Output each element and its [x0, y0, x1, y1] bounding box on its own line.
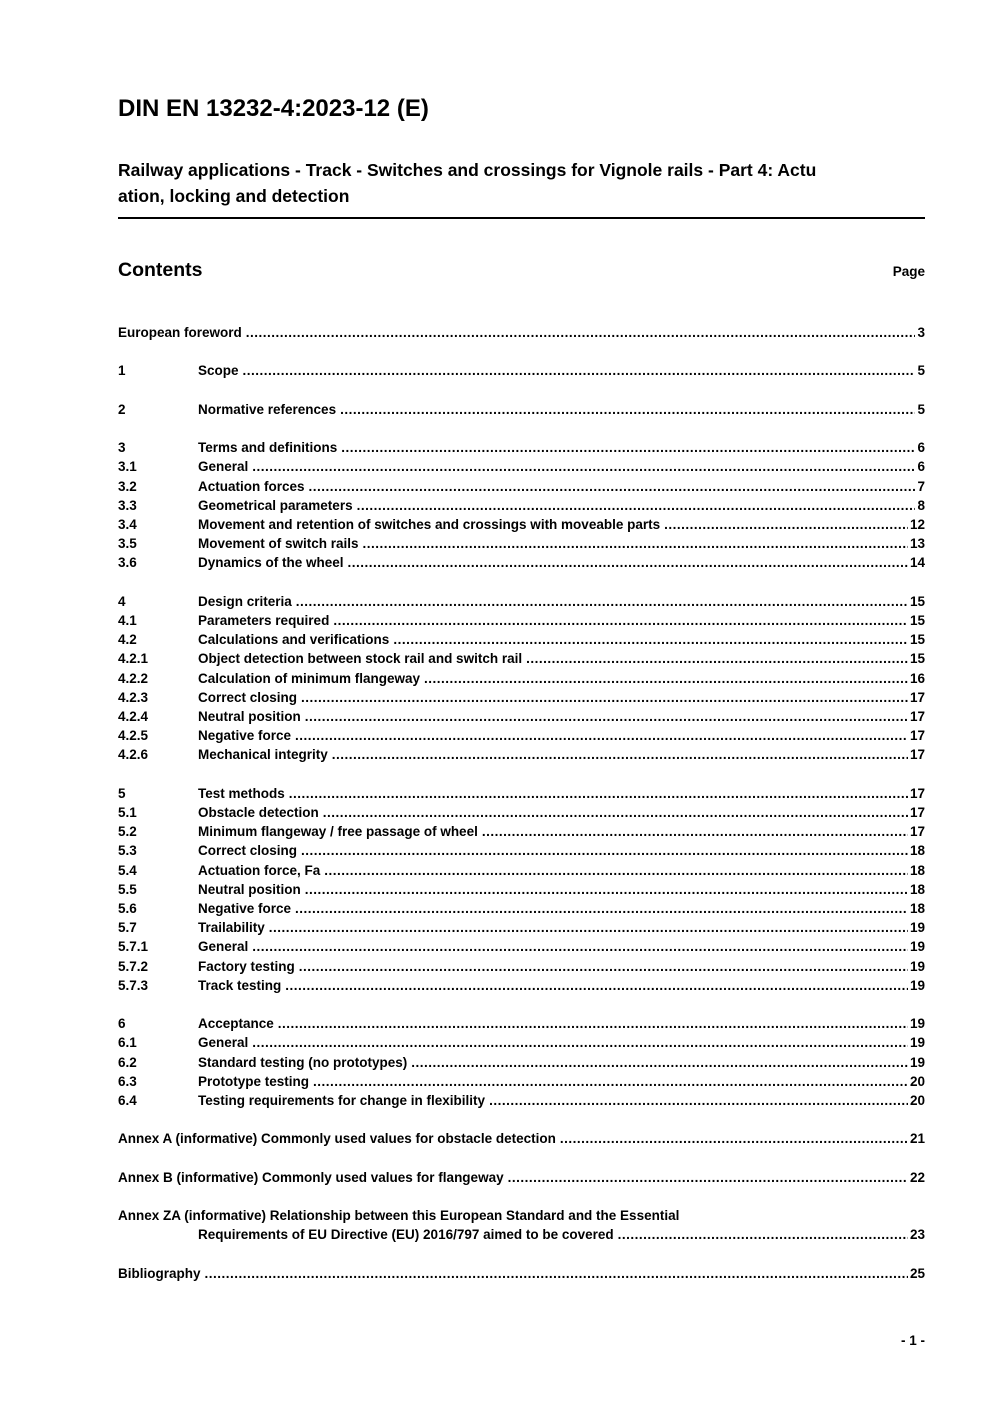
footer-page-number: - 1 -: [900, 1333, 925, 1348]
toc-entry-title: Track testing: [198, 977, 282, 993]
toc-entry: [118, 745, 925, 764]
toc-group-gap: [118, 995, 925, 1014]
toc-group-gap: [118, 381, 925, 400]
page-column-label: Page: [892, 264, 925, 279]
toc-leader-dots: [305, 707, 908, 726]
toc-leader-dots: [332, 745, 908, 764]
toc-entry-title: Correct closing: [198, 843, 298, 859]
toc-entry: [118, 918, 925, 937]
toc-leader-dots: [363, 534, 908, 553]
toc-entry-title: Trailability: [198, 920, 265, 936]
toc-entry-number: 5.5: [118, 881, 137, 897]
toc-entry-number: 5.7.1: [118, 939, 149, 955]
toc-entry-page: 21: [909, 1131, 925, 1147]
toc-group-gap: [118, 1245, 925, 1264]
toc-leader-dots: [411, 1053, 908, 1072]
toc-entry-number: 4.2.6: [118, 747, 149, 763]
toc-entry-page: 19: [909, 920, 925, 936]
toc-entry: [118, 880, 925, 899]
toc-entry-number: 5: [118, 785, 126, 801]
toc-entry-page: 6: [917, 440, 925, 456]
toc-entry: [118, 1264, 925, 1283]
toc-entry-number: 4.2.3: [118, 689, 149, 705]
toc-entry: [118, 1072, 925, 1091]
toc-entry-page: 17: [909, 805, 925, 820]
toc-entry: [118, 477, 925, 496]
toc-entry: [118, 496, 925, 515]
toc-entry-page: 19: [909, 1035, 925, 1051]
toc-leader-dots: [295, 899, 908, 918]
toc-group-gap: [118, 765, 925, 784]
toc-entry-number: 6.3: [118, 1073, 137, 1089]
toc-entry: [118, 515, 925, 534]
toc-entry-page: 23: [909, 1227, 925, 1243]
standard-id: DIN EN 13232-4:2023-12 (E): [118, 95, 429, 122]
toc-leader-dots: [424, 669, 908, 688]
toc: [118, 323, 925, 1283]
toc-entry-page: 19: [909, 939, 925, 955]
toc-entry-page: 18: [909, 901, 925, 917]
toc-entry-continuation: [118, 1225, 925, 1244]
toc-entry-page: 5: [917, 363, 925, 379]
toc-entry-page: 17: [909, 689, 925, 705]
toc-entry-number: 5.7.2: [118, 958, 149, 974]
toc-entry-title: Annex B (informative) Commonly used values for flangeway: [118, 1169, 504, 1185]
toc-entry-title: European foreword: [118, 325, 242, 340]
toc-leader-dots: [664, 515, 908, 534]
toc-leader-dots: [252, 1033, 908, 1052]
toc-entry-page: 19: [909, 1054, 925, 1070]
toc-entry-page: 17: [909, 785, 925, 801]
toc-leader-dots: [289, 784, 908, 803]
toc-entry-number: 3.2: [118, 478, 137, 494]
toc-entry: [118, 688, 925, 707]
toc-entry-page: 22: [909, 1169, 925, 1185]
toc-entry: [118, 438, 925, 457]
toc-entry: [118, 400, 925, 419]
toc-entry-number: 5.7: [118, 920, 137, 936]
toc-entry: [118, 1206, 925, 1225]
toc-entry-page: 8: [917, 497, 925, 513]
toc-leader-dots: [252, 937, 908, 956]
toc-entry-number: 4.2.1: [118, 651, 149, 667]
toc-leader-dots: [301, 688, 908, 707]
toc-entry-title: Correct closing: [198, 689, 298, 705]
toc-entry: [118, 899, 925, 918]
toc-leader-dots: [357, 496, 916, 515]
toc-leader-dots: [299, 957, 908, 976]
toc-entry-page: 18: [909, 862, 925, 878]
toc-entry-page: 18: [909, 881, 925, 897]
toc-entry-number: 3.4: [118, 516, 137, 532]
toc-entry-title: Normative references: [198, 401, 337, 417]
toc-entry-page: 17: [909, 709, 925, 724]
toc-entry-title: Minimum flangeway / free passage of wheel: [198, 824, 478, 840]
toc-group-gap: [118, 1187, 925, 1206]
toc-entry-page: 19: [909, 1016, 925, 1032]
toc-entry-page: 17: [909, 728, 925, 744]
toc-entry: [118, 611, 925, 630]
toc-entry-number: 6.2: [118, 1054, 137, 1070]
toc-entry-page: 7: [917, 478, 925, 494]
toc-entry-number: 5.1: [118, 805, 137, 820]
toc-entry-number: 6.1: [118, 1035, 137, 1051]
toc-leader-dots: [526, 649, 908, 668]
toc-entry: [118, 822, 925, 841]
toc-entry-number: 4.2.2: [118, 670, 149, 686]
toc-entry-number: 4.1: [118, 612, 137, 628]
toc-group-gap: [118, 573, 925, 592]
toc-entry-title: General: [198, 459, 249, 475]
toc-entry-title: Actuation force, Fa: [198, 862, 321, 878]
toc-entry-title: Actuation forces: [198, 478, 305, 494]
toc-entry: [118, 1129, 925, 1148]
toc-group-gap: [118, 1149, 925, 1168]
toc-leader-dots: [296, 592, 908, 611]
toc-entry: [118, 957, 925, 976]
toc-entry: [118, 1053, 925, 1072]
toc-entry-number: 3.6: [118, 555, 137, 571]
toc-leader-dots: [309, 477, 916, 496]
toc-leader-dots: [340, 400, 915, 419]
contents-header: [118, 259, 925, 281]
toc-leader-dots: [278, 1014, 908, 1033]
toc-entry: [118, 457, 925, 476]
toc-entry: [118, 323, 925, 342]
toc-leader-dots: [348, 553, 908, 572]
toc-entry-number: 4.2.5: [118, 728, 149, 744]
toc-entry-title: Obstacle detection: [198, 805, 319, 820]
toc-entry-page: 15: [909, 651, 925, 667]
toc-entry-title: General: [198, 1035, 249, 1051]
toc-entry-number: 2: [118, 401, 126, 417]
toc-leader-dots: [341, 438, 915, 457]
toc-entry-number: 3.3: [118, 497, 137, 513]
toc-entry-page: 6: [917, 459, 925, 475]
toc-entry-page: 16: [909, 670, 925, 686]
toc-entry-title: Movement and retention of switches and crossings with moveable parts: [198, 516, 661, 532]
toc-entry-number: 6.4: [118, 1093, 137, 1109]
toc-entry: [118, 976, 925, 995]
toc-leader-dots: [333, 611, 908, 630]
toc-entry-title: Annex ZA (informative) Relationship between this European Standard and the Essential: [118, 1208, 680, 1224]
toc-entry: [118, 553, 925, 572]
toc-leader-dots: [323, 803, 908, 822]
toc-entry-page: 15: [909, 632, 925, 648]
toc-entry-title: Neutral position: [198, 709, 301, 724]
toc-entry: [118, 361, 925, 380]
toc-leader-dots: [313, 1072, 908, 1091]
toc-entry-page: 5: [917, 401, 925, 417]
toc-entry-number: 5.3: [118, 843, 137, 859]
toc-entry-title: Parameters required: [198, 612, 330, 628]
toc-entry-number: 5.7.3: [118, 977, 149, 993]
toc-leader-dots: [243, 361, 916, 380]
toc-entry-title: Neutral position: [198, 881, 301, 897]
toc-leader-dots: [295, 726, 908, 745]
toc-leader-dots: [252, 457, 915, 476]
toc-entry-number: 5.4: [118, 862, 137, 878]
toc-entry-number: 4.2.4: [118, 709, 149, 724]
toc-entry: [118, 1014, 925, 1033]
toc-leader-dots: [269, 918, 908, 937]
toc-entry-title: Calculations and verifications: [198, 632, 390, 648]
document-title: [118, 157, 925, 219]
toc-entry-page: 20: [909, 1093, 925, 1109]
contents-heading: Contents: [118, 259, 203, 281]
toc-entry: [118, 1033, 925, 1052]
toc-entry-page: 20: [909, 1073, 925, 1089]
toc-entry-title: Negative force: [198, 901, 292, 917]
toc-leader-dots: [560, 1129, 908, 1148]
toc-entry-title: Standard testing (no prototypes): [198, 1054, 408, 1070]
toc-entry-page: 12: [909, 516, 925, 532]
toc-entry-title: Factory testing: [198, 958, 295, 974]
toc-leader-dots: [246, 323, 916, 342]
toc-entry-page: 14: [909, 555, 925, 571]
toc-entry-number: 1: [118, 363, 126, 379]
toc-entry: [118, 784, 925, 803]
toc-group-gap: [118, 1110, 925, 1129]
toc-entry-title: Terms and definitions: [198, 440, 338, 456]
toc-entry: [118, 1168, 925, 1187]
toc-entry-page: 3: [917, 325, 925, 340]
toc-entry-title: Movement of switch rails: [198, 536, 359, 552]
toc-entry-title: Testing requirements for change in flexibility: [198, 1093, 486, 1109]
toc-entry: [118, 841, 925, 860]
toc-group-gap: [118, 419, 925, 438]
toc-entry-number: 3.1: [118, 459, 137, 475]
toc-entry: [118, 1091, 925, 1110]
toc-entry: [118, 592, 925, 611]
toc-entry-page: 13: [909, 536, 925, 552]
toc-leader-dots: [205, 1264, 908, 1283]
toc-entry-number: 3.5: [118, 536, 137, 552]
toc-entry-title: Requirements of EU Directive (EU) 2016/797 aimed to be covered: [198, 1227, 614, 1243]
toc-entry-title: Calculation of minimum flangeway: [198, 670, 421, 686]
toc-leader-dots: [301, 841, 908, 860]
toc-entry-title: Mechanical integrity: [198, 747, 328, 763]
toc-entry: [118, 707, 925, 726]
toc-group-gap: [118, 342, 925, 361]
toc-entry-number: 4: [118, 593, 126, 609]
toc-leader-dots: [305, 880, 908, 899]
toc-entry: [118, 726, 925, 745]
toc-entry-page: 19: [909, 958, 925, 974]
toc-entry-title: Scope: [198, 363, 239, 379]
toc-entry-title: Geometrical parameters: [198, 497, 353, 513]
toc-entry-number: 3: [118, 440, 126, 456]
toc-entry-page: 15: [909, 593, 925, 609]
toc-entry: [118, 803, 925, 822]
toc-entry: [118, 937, 925, 956]
toc-leader-dots: [482, 822, 908, 841]
toc-entry-title: Object detection between stock rail and switch rail: [198, 651, 523, 667]
toc-entry-title: General: [198, 939, 249, 955]
toc-entry-number: 6: [118, 1016, 126, 1032]
toc-entry-page: 19: [909, 977, 925, 993]
toc-entry-number: 4.2: [118, 632, 137, 648]
toc-entry-title: Prototype testing: [198, 1073, 310, 1089]
toc-leader-dots: [324, 861, 908, 880]
toc-leader-dots: [285, 976, 908, 995]
toc-entry-number: 5.6: [118, 901, 137, 917]
toc-leader-dots: [489, 1091, 908, 1110]
toc-leader-dots: [393, 630, 908, 649]
toc-entry-page: 18: [909, 843, 925, 859]
toc-entry-title: Design criteria: [198, 593, 292, 609]
toc-entry-page: 25: [909, 1265, 925, 1281]
toc-entry: [118, 861, 925, 880]
toc-entry-title: Acceptance: [198, 1016, 274, 1032]
toc-entry: [118, 630, 925, 649]
toc-entry-title: Bibliography: [118, 1265, 201, 1281]
toc-entry: [118, 649, 925, 668]
document-title-line-2: ation, locking and detection: [118, 186, 350, 206]
toc-leader-dots: [618, 1225, 908, 1244]
document-title-line-1: Railway applications - Track - Switches and crossings for Vignole rails - Part 4: Actu: [118, 160, 817, 180]
toc-entry-title: Negative force: [198, 728, 292, 744]
toc-entry: [118, 534, 925, 553]
toc-entry-title: Test methods: [198, 785, 285, 801]
toc-entry-page: 17: [909, 824, 925, 840]
toc-entry-title: Annex A (informative) Commonly used values for obstacle detection: [118, 1131, 556, 1147]
toc-leader-dots: [508, 1168, 908, 1187]
toc-entry-number: 5.2: [118, 824, 137, 840]
toc-entry-page: 15: [909, 612, 925, 628]
toc-entry-page: 17: [909, 747, 925, 763]
toc-entry: [118, 669, 925, 688]
toc-entry-title: Dynamics of the wheel: [198, 555, 344, 571]
